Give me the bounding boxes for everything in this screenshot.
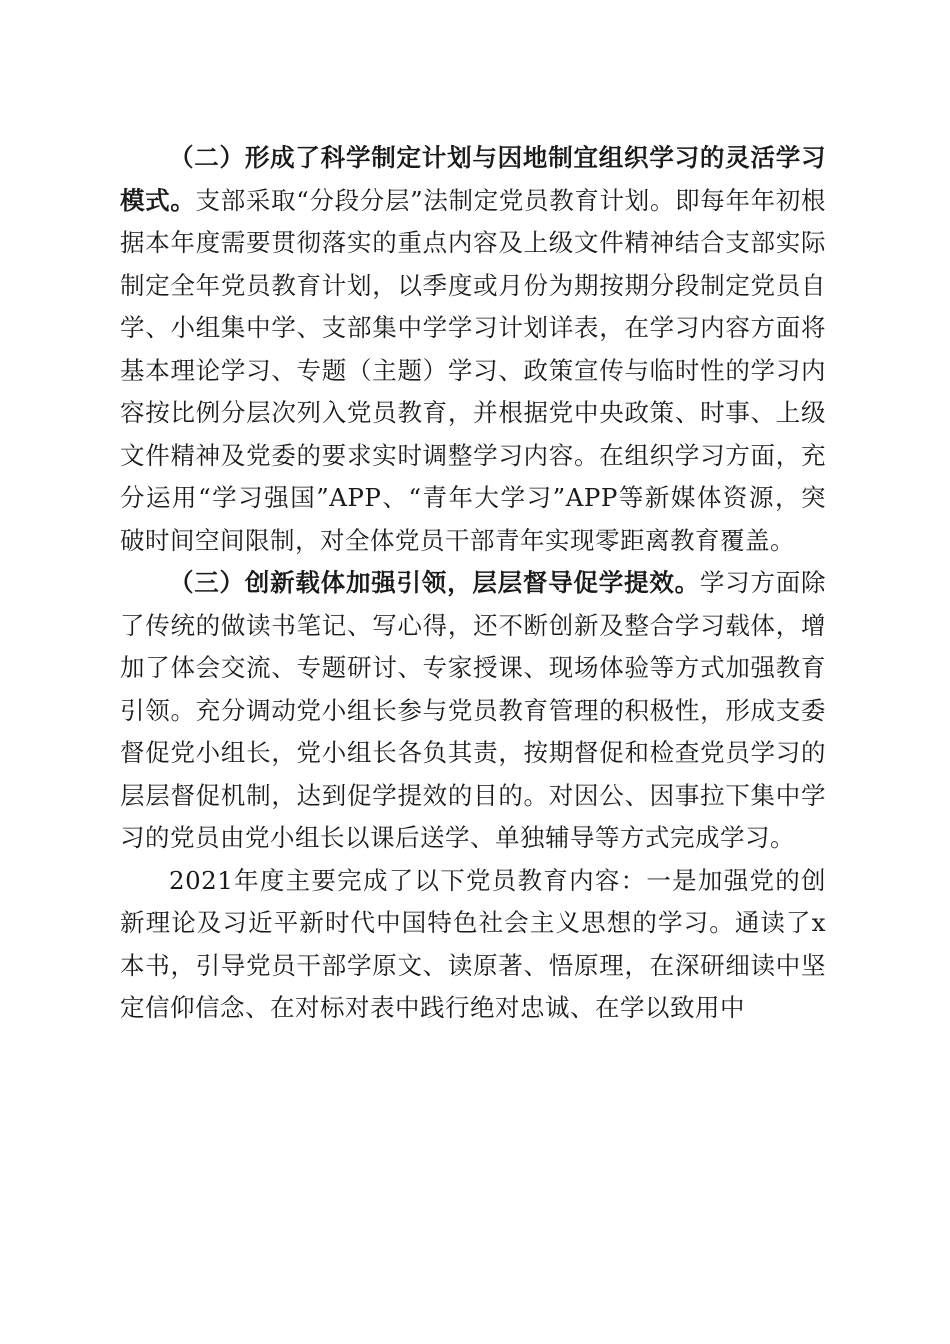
document-body	[120, 137, 826, 1030]
paragraph-heading-section-2: （二）形成了科学制定计划与因地制宜组织学习的灵活学习模式。	[120, 143, 826, 215]
paragraph-2021-summary	[120, 860, 826, 1030]
paragraph-body-section-2: 支部采取“分段分层”法制定党员教育计划。即每年年初根据本年度需要贯彻落实的重点内容及上级文件精神结合支部实际制定全年党员教育计划，以季度或月份为期按期分段制定党员自学、小组集中学、支部集中学学习计划详表，在学习内容方面将基本理论学习、专题（主题）学习、政策宣传与临时性的学习内容按比例分层次列入党员教育，并根据党中央政策、时事、上级文件精神及党委的要求实时调整学习内容。在组织学习方面，充分运用“学习强国”APP、“青年大学习”APP等新媒体资源，突破时间空间限制，对全体党员干部青年实现零距离教育覆盖。	[120, 185, 826, 555]
paragraph-body-section-3: 学习方面除了传统的做读书笔记、写心得，还不断创新及整合学习载体，增加了体会交流、专题研讨、专家授课、现场体验等方式加强教育引领。充分调动党小组长参与党员教育管理的积极性，形成支委督促党小组长，党小组长各负其责，按期督促和检查党员学习的层层督促机制，达到促学提效的目的。对因公、因事拉下集中学习的党员由党小组长以课后送学、单独辅导等方式完成学习。	[120, 568, 827, 852]
paragraph-section-3	[120, 562, 826, 860]
paragraph-heading-section-3: （三）创新载体加强引领，层层督导促学提效。	[169, 568, 700, 597]
paragraph-section-2	[120, 137, 826, 562]
paragraph-body-2021-summary: 2021年度主要完成了以下党员教育内容：一是加强党的创新理论及习近平新时代中国特色社会主义思想的学习。通读了x本书，引导党员干部学原文、读原著、悟原理，在深研细读中坚定信仰信念、在对标对表中践行绝对忠诚、在学以致用中	[120, 865, 826, 1022]
